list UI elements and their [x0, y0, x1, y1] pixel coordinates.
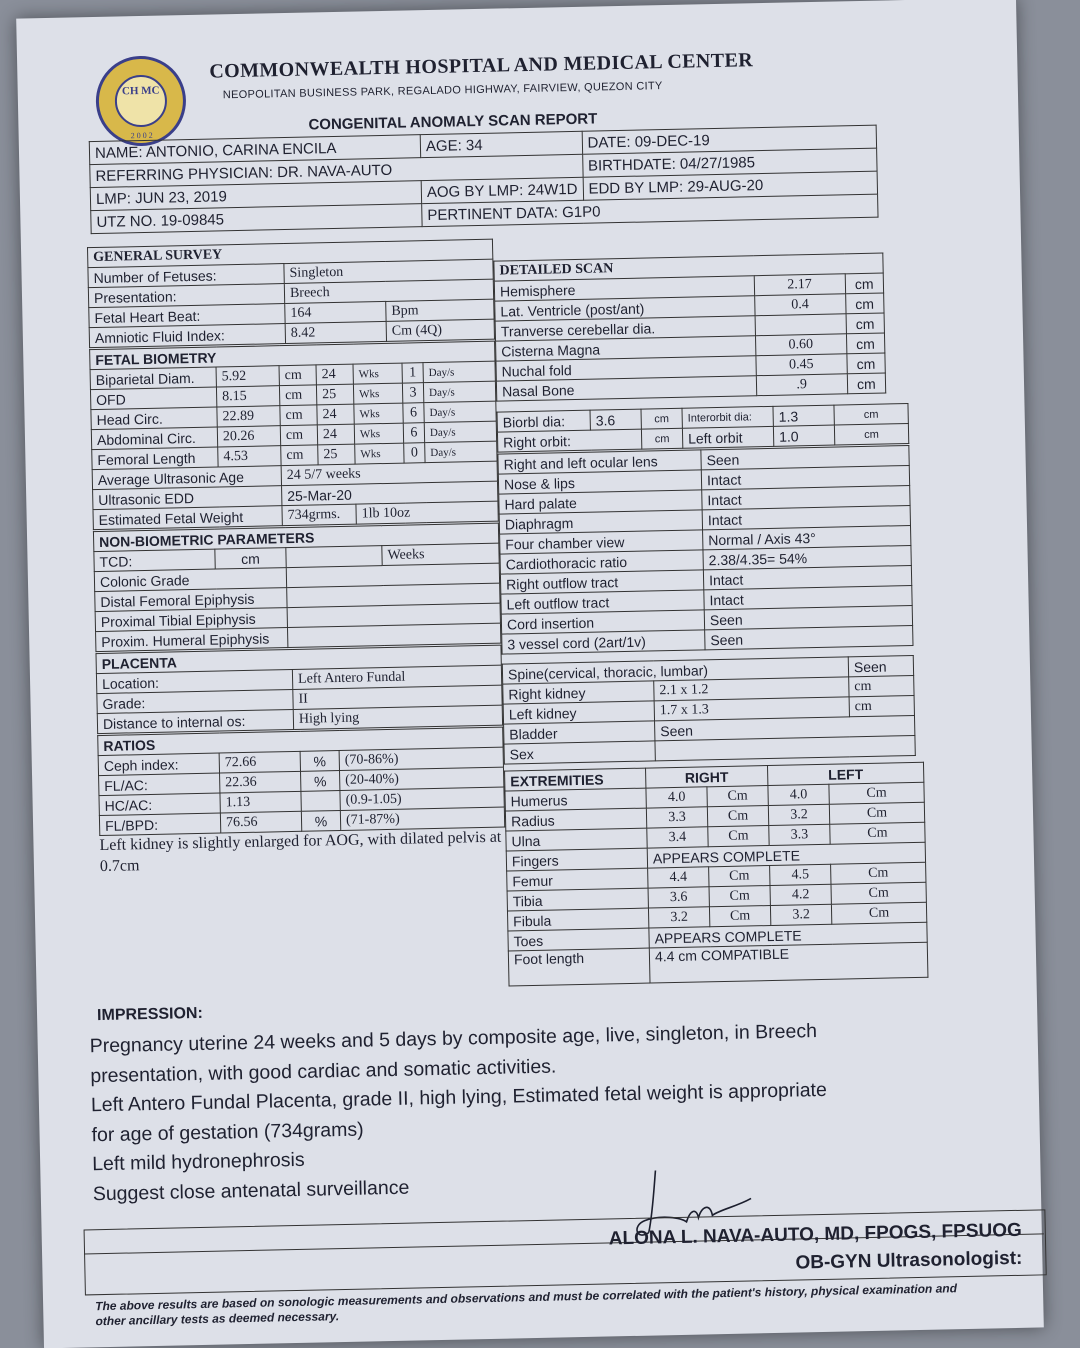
impression-title: IMPRESSION: — [96, 1004, 204, 1025]
table-row: Cord insertion Seen — [501, 605, 912, 634]
table-row: Amniotic Fluid Index: 8.42 Cm (4Q) — [89, 319, 494, 347]
detailed-scan-table — [493, 253, 886, 402]
extremities-table: EXTREMITIES RIGHT LEFT Humerus 4.0 Cm 4.0 Cm Radius 3.3 Cm 3.2 Cm Ulna 3.4 Cm 3.3 Cm Fingers APPEARS COMPLETE Femur 4.4 Cm 4.5 Cm Tibia 3.6 Cm 4.2 Cm Fibula 3.2 Cm 3.2 Cm Toes APPEARS COMPLETE Foot length 4.4 cm COMPATIBLE — [504, 762, 928, 987]
findings-table — [497, 445, 913, 655]
table-row: Radius 3.3 Cm 3.2 Cm — [505, 802, 924, 831]
detailed-scan-title: DETAILED SCAN — [494, 253, 883, 281]
table-row: Distance to internal os: High lying — [97, 705, 502, 733]
non-biometric-table — [93, 523, 501, 652]
table-row: Left outflow tract Intact — [501, 585, 912, 614]
patient-name: NAME: ANTONIO, CARINA ENCILA — [89, 135, 420, 165]
table-row: Nuchal fold 0.45 cm — [496, 353, 885, 381]
lmp: LMP: JUN 23, 2019 — [90, 181, 421, 211]
table-row: Grade: II — [97, 685, 502, 713]
table-row: Fetal Heart Beat: 164 Bpm — [89, 299, 494, 327]
impression-line: Suggest close antenatal surveillance — [92, 1176, 410, 1205]
table-row: Humerus 4.0 Cm 4.0 Cm — [505, 782, 924, 811]
table-row: Ultrasonic EDD 25-Mar-20 — [93, 481, 498, 509]
organ-table — [502, 655, 916, 765]
table-row: Four chamber view Normal / Axis 43° — [500, 525, 911, 554]
table-row: Abdominal Circ. 20.26 cm 24 Wks 6 Day/s — [91, 421, 496, 449]
table-row: Ulna 3.4 Cm 3.3 Cm — [506, 822, 925, 851]
table-row: FL/BPD: 76.56 % (71-87%) — [99, 807, 504, 835]
physician-name: ALONA L. NAVA-AUTO, MD, FPOGS, FPSUOG — [608, 1219, 1022, 1250]
non-biometric-title: NON-BIOMETRIC PARAMETERS — [93, 523, 498, 551]
placenta-title: PLACENTA — [96, 645, 501, 673]
table-row: Nose & lips Intact — [498, 466, 909, 495]
table-row: Ceph index: 72.66 % (70-86%) — [98, 747, 503, 775]
table-row: Right and left ocular lens Seen — [498, 446, 909, 475]
table-row: Fingers APPEARS COMPLETE — [506, 842, 925, 871]
table-row: Distal Femoral Epiphysis — [95, 583, 500, 611]
table-row: Colonic Grade — [94, 563, 499, 591]
table-row: Fibula 3.2 Cm 3.2 Cm — [507, 902, 926, 931]
table-row: OFD 8.15 cm 25 Wks 3 Day/s — [90, 381, 495, 409]
table-row: HC/AC: 1.13 (0.9-1.05) — [99, 787, 504, 815]
table-row: Right outflow tract Intact — [500, 565, 911, 594]
table-row: Location: Left Antero Fundal — [96, 665, 501, 693]
hospital-logo — [95, 55, 187, 147]
report-page — [16, 0, 1044, 1348]
hospital-address: NEOPOLITAN BUSINESS PARK, REGALADO HIGHWAY, FAIRVIEW, QUEZON CITY — [222, 80, 663, 102]
table-row: TCD: cm Weeks — [94, 543, 499, 571]
table-row: Nasal Bone .9 cm — [496, 373, 885, 401]
general-survey-table — [87, 239, 495, 348]
physician-title: OB-GYN Ultrasonologist: — [795, 1247, 1023, 1274]
table-row: Hard palate Intact — [499, 486, 910, 515]
referring-physician: REFERRING PHYSICIAN: DR. NAVA-AUTO — [90, 154, 583, 187]
table-row: Biparietal Diam. 5.92 cm 24 Wks 1 Day/s — [90, 361, 495, 389]
remarks-note: Left kidney is slightly enlarged for AOG, with dilated pelvis at 0.7cm — [99, 828, 502, 876]
table-row: Bladder Seen — [504, 715, 915, 744]
table-row: Cardiothoracic ratio 2.38/4.35= 54% — [500, 545, 911, 574]
table-row: Hemisphere 2.17 cm — [494, 273, 883, 301]
table-row: Lat. Ventricle (post/ant) 0.4 cm — [495, 293, 884, 321]
fetal-biometry-table — [89, 341, 499, 530]
extremities-title: EXTREMITIES — [505, 768, 646, 791]
table-row: Tranverse cerebellar dia. cm — [495, 313, 884, 341]
logo-emblem: CH MC — [114, 74, 167, 127]
table-row: Biorbl dia: 3.6 cm Interorbit dia: 1.3 cm — [497, 404, 908, 433]
table-row: Femoral Length 4.53 cm 25 Wks 0 Day/s — [92, 441, 497, 469]
ratios-table — [97, 727, 505, 836]
impression-line: presentation, with good cardiac and somatic activities. — [90, 1055, 557, 1087]
patient-info-table — [89, 125, 879, 234]
disclaimer: The above results are based on sonologic measurements and observations and must be correlated with the patient's history, physical examination and other ancillary tests as deemed necessary. — [95, 1281, 958, 1329]
impression-line: Left mild hydronephrosis — [91, 1148, 305, 1176]
table-row: Estimated Fetal Weight 734grms. 1lb 10oz — [93, 501, 498, 529]
table-row: Number of Fetuses: Singleton — [88, 259, 493, 287]
table-row: Proxim. Humeral Epiphysis — [96, 623, 501, 651]
table-row: Head Circ. 22.89 cm 24 Wks 6 Day/s — [91, 401, 496, 429]
placenta-table — [95, 645, 503, 734]
utz-number: UTZ NO. 19-09845 — [91, 204, 422, 234]
birthdate: BIRTHDATE: 04/27/1985 — [582, 148, 877, 177]
estimated-fetal-weight: 734grms. — [282, 504, 356, 526]
table-row: Average Ultrasonic Age 24 5/7 weeks — [92, 461, 497, 489]
patient-age: AGE: 34 — [420, 131, 582, 157]
ratios-title: RATIOS — [98, 727, 503, 755]
table-row: Cisterna Magna 0.60 cm — [496, 333, 885, 361]
hospital-name: COMMONWEALTH HOSPITAL AND MEDICAL CENTER — [209, 49, 754, 83]
table-row: Foot length 4.4 cm COMPATIBLE — [508, 942, 928, 986]
table-row: Proximal Tibial Epiphysis — [95, 603, 500, 631]
table-row: Femur 4.4 Cm 4.5 Cm — [507, 862, 926, 891]
fetal-biometry-title: FETAL BIOMETRY — [90, 341, 495, 369]
impression-line: Left Antero Fundal Placenta, grade II, high lying, Estimated fetal weight is appropriate — [90, 1078, 828, 1117]
table-row: Right kidney 2.1 x 1.2 cm — [503, 675, 914, 704]
aog-by-lmp: AOG BY LMP: 24W1D — [421, 177, 583, 203]
impression-line: Pregnancy uterine 24 weeks and 5 days by composite age, live, singleton, in Breech — [89, 1020, 818, 1058]
pertinent-data: PERTINENT DATA: G1P0 — [422, 194, 878, 227]
report-title: CONGENITAL ANOMALY SCAN REPORT — [308, 110, 598, 134]
table-row: Diaphragm Intact — [499, 506, 910, 535]
orbit-table — [497, 403, 910, 453]
table-row: Presentation: Breech — [88, 279, 493, 307]
table-row: Tibia 3.6 Cm 4.2 Cm — [507, 882, 926, 911]
table-row: Spine(cervical, thoracic, lumbar) Seen — [502, 655, 913, 684]
edd-by-lmp: EDD BY LMP: 29-AUG-20 — [583, 171, 878, 200]
logo-year: 2 0 0 2 — [130, 130, 153, 141]
impression-text — [89, 1014, 973, 1209]
table-row: Sex — [504, 735, 915, 764]
average-ultrasonic-age: 24 5/7 weeks — [281, 461, 497, 486]
table-row: Toes APPEARS COMPLETE — [508, 922, 927, 951]
exam-date: DATE: 09-DEC-19 — [582, 125, 877, 154]
ultrasonic-edd: 25-Mar-20 — [282, 481, 498, 506]
table-row: FL/AC: 22.36 % (20-40%) — [99, 767, 504, 795]
table-row: Right orbit: cm Left orbit 1.0 cm — [497, 424, 908, 453]
general-survey-title: GENERAL SURVEY — [87, 239, 492, 267]
table-row: 3 vessel cord (2art/1v) Seen — [502, 625, 913, 654]
table-row: Left kidney 1.7 x 1.3 cm — [503, 695, 914, 724]
impression-line: for age of gestation (734grams) — [91, 1118, 364, 1146]
